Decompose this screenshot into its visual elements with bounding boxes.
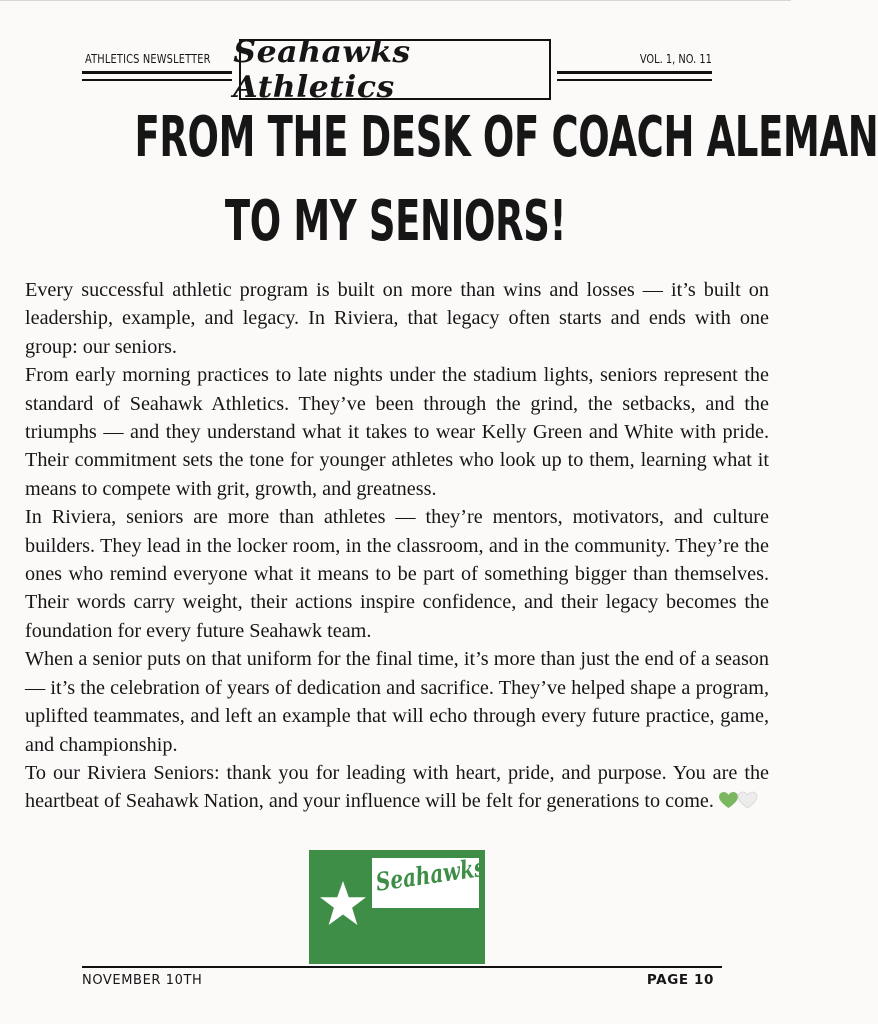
- green-heart-icon: [719, 792, 738, 809]
- masthead: [82, 34, 712, 105]
- article-body: [25, 276, 769, 816]
- logo-wordmark: Seahawks: [373, 852, 487, 897]
- newsletter-label: ATHLETICS NEWSLETTER: [85, 52, 211, 66]
- logo-wordmark-panel: [372, 852, 487, 908]
- masthead-rule-left-top: [82, 71, 232, 74]
- paragraph-5-text: To our Riviera Seniors: thank you for leading with heart, pride, and purpose. You are the heartbeat of Seahawk Nation, and your influence will be felt for generations to come.: [25, 761, 769, 813]
- issue-number: VOL. 1, NO. 11: [639, 52, 712, 66]
- footer-rule: [82, 966, 722, 968]
- headline-line-1: FROM THE DESK OF COACH ALEMAN: [134, 105, 878, 170]
- masthead-title: Seahawks Athletics: [233, 34, 411, 105]
- headline-line-2: TO MY SENIORS!: [224, 189, 567, 254]
- paragraph-2: From early morning practices to late nights under the stadium lights, seniors represent the standard of Seahawk Athletics. They’ve been through the grind, the setbacks, and the triumphs — and they understand what it takes to wear Kelly Green and White with pride. Their commitment sets the tone for younger athletes who look up to them, learning what it means to compete with grit, growth, and greatness.: [25, 364, 769, 500]
- seahawks-logo: [309, 850, 485, 964]
- paragraph-3: In Riviera, seniors are more than athletes — they’re mentors, motivators, and culture builders. They lead in the locker room, in the classroom, and in the community. They’re the ones who remind everyone what it means to be part of something bigger than themselves. Their words carry weight, their actions inspire confidence, and their legacy becomes the foundation for every future Seahawk team.: [25, 506, 769, 642]
- masthead-rule-right-top: [557, 71, 712, 74]
- white-heart-icon: [738, 792, 757, 809]
- paragraph-1: Every successful athletic program is built on more than wins and losses — it’s built on leadership, example, and legacy. In Riviera, that legacy often starts and ends with one group: our seniors.: [25, 279, 769, 358]
- page-number: PAGE 10: [646, 972, 714, 988]
- star-icon: [319, 880, 367, 926]
- masthead-rule-right-bottom: [557, 79, 712, 81]
- masthead-title-box: [233, 34, 551, 105]
- footer-date: NOVEMBER 10TH: [82, 973, 203, 988]
- paragraph-5: [25, 759, 769, 816]
- masthead-rule-left-bottom: [82, 79, 232, 81]
- paragraph-4: When a senior puts on that uniform for the final time, it’s more than just the end of a season — it’s the celebration of years of dedication and sacrifice. They’ve helped shape a program, uplifted teammates, and left an example that will echo through every future practice, game, and championship.: [25, 648, 769, 756]
